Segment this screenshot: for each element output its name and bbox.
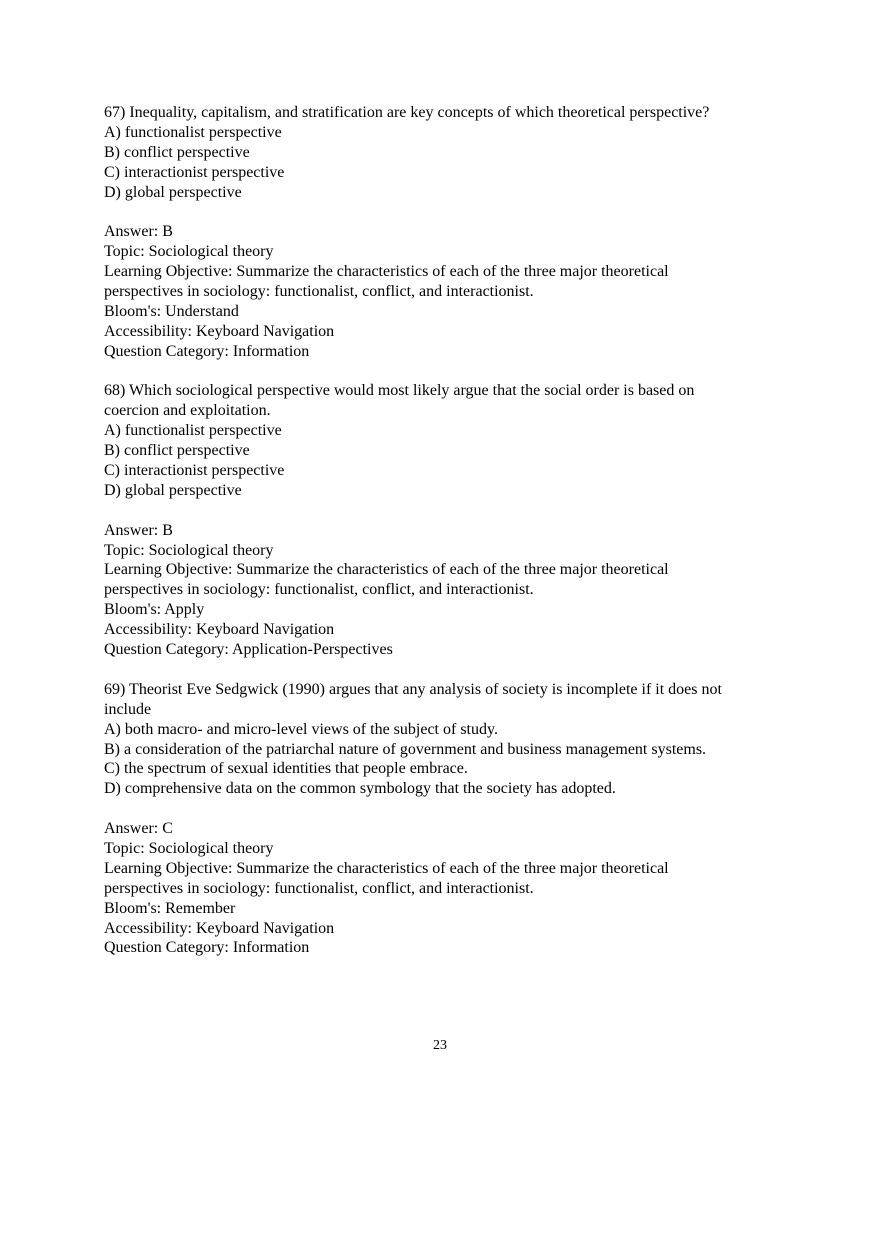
- metadata-line: Topic: Sociological theory: [104, 541, 274, 559]
- metadata-line: Answer: B: [104, 223, 173, 241]
- metadata-line: Question Category: Application-Perspectives: [104, 641, 393, 659]
- answer-metadata: [104, 521, 722, 660]
- metadata-line: Answer: C: [104, 820, 173, 838]
- answer-metadata: [104, 222, 722, 361]
- question-text: include: [104, 700, 152, 718]
- answer-option: C) the spectrum of sexual identities that people embrace.: [104, 760, 468, 778]
- answer-option: D) comprehensive data on the common symbology that the society has adopted.: [104, 780, 616, 798]
- answer-option: C) interactionist perspective: [104, 462, 285, 480]
- metadata-line: Bloom's: Understand: [104, 302, 239, 320]
- answer-option: B) a consideration of the patriarchal nature of government and business management systems.: [104, 740, 707, 758]
- question-text: 67) Inequality, capitalism, and stratification are key concepts of which theoretical perspective?: [104, 104, 710, 121]
- page-number: 23: [433, 1038, 447, 1053]
- document-body: [104, 103, 722, 978]
- answer-option: C) interactionist perspective: [104, 163, 285, 181]
- metadata-line: Question Category: Information: [104, 342, 310, 360]
- question-text: 69) Theorist Eve Sedgwick (1990) argues that any analysis of society is incomplete if it does not: [104, 680, 722, 698]
- metadata-line: Topic: Sociological theory: [104, 839, 274, 857]
- metadata-line: Accessibility: Keyboard Navigation: [104, 322, 335, 340]
- metadata-line: Topic: Sociological theory: [104, 243, 274, 261]
- question-block: [104, 381, 722, 500]
- question-block: [104, 680, 722, 799]
- metadata-line: Question Category: Information: [104, 939, 310, 957]
- metadata-line: Learning Objective: Summarize the characteristics of each of the three major theoretical: [104, 263, 669, 281]
- metadata-line: Accessibility: Keyboard Navigation: [104, 919, 335, 937]
- answer-option: D) global perspective: [104, 481, 242, 499]
- metadata-line: Accessibility: Keyboard Navigation: [104, 621, 335, 639]
- metadata-line: Bloom's: Apply: [104, 601, 205, 619]
- answer-option: A) functionalist perspective: [104, 422, 282, 440]
- question-block: [104, 103, 722, 202]
- answer-option: A) functionalist perspective: [104, 123, 282, 141]
- metadata-line: Learning Objective: Summarize the characteristics of each of the three major theoretical: [104, 561, 669, 579]
- answer-option: B) conflict perspective: [104, 143, 250, 161]
- answer-metadata: [104, 819, 722, 958]
- metadata-line: perspectives in sociology: functionalist, conflict, and interactionist.: [104, 283, 534, 301]
- question-text: 68) Which sociological perspective would most likely argue that the social order is based on: [104, 382, 695, 400]
- metadata-line: perspectives in sociology: functionalist, conflict, and interactionist.: [104, 879, 534, 897]
- question-text: coercion and exploitation.: [104, 402, 271, 420]
- metadata-line: Bloom's: Remember: [104, 899, 236, 917]
- metadata-line: Answer: B: [104, 521, 173, 539]
- metadata-line: Learning Objective: Summarize the characteristics of each of the three major theoretical: [104, 859, 669, 877]
- answer-option: D) global perspective: [104, 183, 242, 201]
- answer-option: A) both macro- and micro-level views of the subject of study.: [104, 720, 498, 738]
- answer-option: B) conflict perspective: [104, 442, 250, 460]
- metadata-line: perspectives in sociology: functionalist, conflict, and interactionist.: [104, 581, 534, 599]
